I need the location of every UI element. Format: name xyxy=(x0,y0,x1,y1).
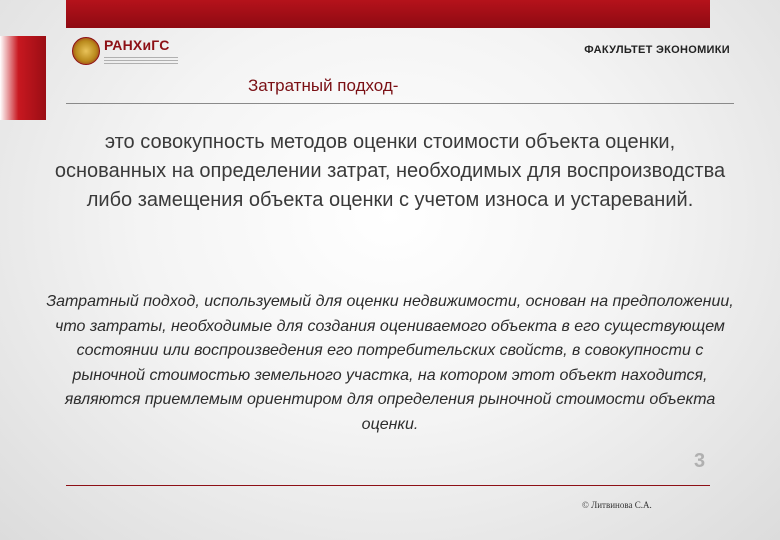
university-logo xyxy=(72,34,192,68)
author-credit: © Литвинова С.А. xyxy=(582,500,652,510)
logo-name: РАНХиГС xyxy=(104,37,170,53)
faculty-name: ФАКУЛЬТЕТ ЭКОНОМИКИ xyxy=(584,44,730,56)
side-accent-stripe xyxy=(0,36,46,120)
definition-text: это совокупность методов оценки стоимости объекта оценки, основанных на определении затрат, необходимых для воспроизводства либо замещения объекта оценки с учетом износа и устареваний. xyxy=(54,131,726,211)
top-banner xyxy=(66,0,710,28)
page-number: 3 xyxy=(694,450,706,472)
description-text: Затратный подход, используемый для оценки недвижимости, основан на предположении, что затраты, необходимые для создания оцениваемого объекта в его существующем состоянии или воспроизведения его потребительских свойств, в совокупности с рыночной стоимостью земельного участка, на котором этот объект находится, являются приемлемым ориентиром для определения рыночной стоимости объекта оценки. xyxy=(46,293,734,433)
footer-divider xyxy=(66,485,710,486)
title-divider xyxy=(66,103,734,104)
seal-icon xyxy=(72,37,100,65)
slide-title: Затратный подход- xyxy=(248,76,399,95)
logo-subtitle-lines xyxy=(104,55,178,64)
